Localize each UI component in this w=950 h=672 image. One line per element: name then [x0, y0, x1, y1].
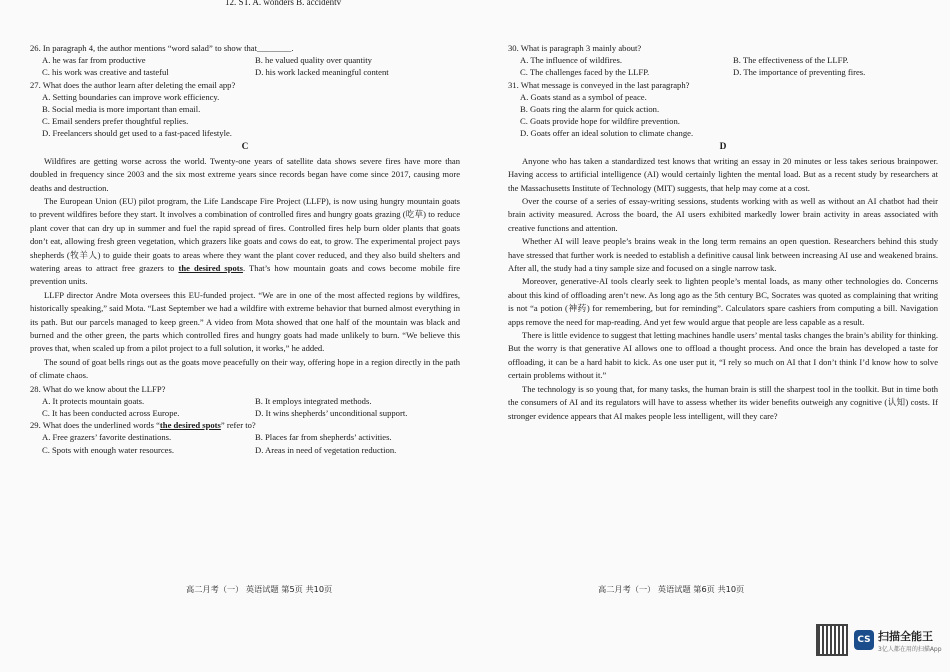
option: A. It protects mountain goats.	[42, 395, 145, 406]
passage-c-paragraph-3: LLFP director Andre Mota oversees this EU-funded project. “We are in one of the most affected regions by wildfires, historically speaking,” said Mota. “Last September we had a wildfire with extreme behavior that burned almost everything in its path. But our parcels managed to keep green.” A video from Mota showed that one half of the mountain was black and burned and the other green, the parts which controlled fires and hungry goats had made unlikely to burn. “We believe this proves that, when scaled up from a pilot project to a full solution, it works,” he added.	[30, 289, 460, 354]
passage-c-paragraph-1: Wildfires are getting worse across the world. Twenty-one years of satellite data shows severe fires have more than doubled in frequency since 2003 and the six most extreme years since records began have come since 2017, causing more deaths and destruction.	[30, 155, 460, 193]
text: The European Union (EU) pilot program, the Life Landscape Fire Project (LLFP), is now using hungry mountain goats to prevent wildfires before they start. It involves a combination of controlled fires and hungry goats grazing (吃草) to reduce plant cover that can dry up in summer and fuel the rapid spread of fires. Controlled fires help burn older plants that goats don’t eat, allowing fresh green vegetation, which grazers like goats and cows do eat, to grow. The experimental project pays shepherds (牧羊人) to guide their goats to areas where they want the plant cover reduced, and they also build shelters and watering areas to attract free grazers to	[30, 196, 460, 274]
option: D. his work lacked meaningful content	[255, 67, 389, 78]
passage-d-paragraph-2: Over the course of a series of essay-writing sessions, students working with as well as without an AI chatbot had their brain activity measured. Across the board, the AI users exhibited markedly lower brain activity in areas associated with creative functions and attention.	[508, 196, 938, 233]
option: D. It wins shepherds’ unconditional support.	[255, 407, 408, 418]
passage-d-paragraph-1: Anyone who has taken a standardized test knows that writing an essay in 20 minutes or less takes serious brainpower. Having access to artificial intelligence (AI) would certainly lighten the mental load. But as a recent study by researchers at the Massachusetts Institute of Technology (MIT) suggests, that help may come at a cost.	[508, 155, 938, 193]
question-31: 31. What message is conveyed in the last paragraph?	[508, 79, 690, 90]
option: C. Email senders prefer thoughtful replies.	[42, 116, 189, 127]
left-page	[8, 0, 468, 610]
scanner-watermark	[816, 624, 942, 656]
question-28-options	[30, 395, 460, 420]
page-footer: 高二月考（一） 英语试题 第6页 共10页	[598, 584, 745, 594]
page-footer: 高二月考（一） 英语试题 第5页 共10页	[186, 584, 333, 594]
question-26: 26. In paragraph 4, the author mentions “word salad” to show that________.	[30, 43, 294, 53]
passage-d-paragraph-3: Whether AI will leave people’s brains weak in the long term remains an open question. Researchers behind this study have stressed that further work is needed to establish a definitive causal link between increasing AI use and weakened brains. After all, the study had a tiny sample size and focused on a single narrow task.	[508, 236, 938, 274]
underlined-phrase: the desired spots	[159, 420, 221, 431]
question-28: 28. What do we know about the LLFP?	[30, 383, 166, 394]
passage-d-paragraph-6: The technology is so young that, for many tasks, the human brain is still the sharpest tool in the toolkit. But in time both the consumers of AI and its regulators will have to assess whether its wider benefits outweigh any cognitive (认知) costs. If stronger evidence appears that AI makes people less intelligent, will they care?	[508, 383, 938, 421]
right-page	[486, 0, 946, 610]
passage-c-paragraph-2	[30, 195, 460, 289]
app-logo-icon: CS	[854, 630, 874, 650]
option: A. Goats stand as a symbol of peace.	[520, 91, 647, 102]
question-30: 30. What is paragraph 3 mainly about?	[508, 43, 642, 53]
underlined-phrase: the desired spots	[178, 263, 243, 274]
option: D. The importance of preventing fires.	[733, 67, 866, 78]
brand-name: 扫描全能王	[878, 629, 933, 643]
option: B. Places far from shepherds’ activities.	[255, 432, 392, 443]
brand-tagline: 3亿人都在用的扫描App	[878, 645, 942, 653]
text: ” refer to?	[220, 420, 256, 431]
question-27: 27. What does the author learn after deleting the email app?	[30, 79, 236, 90]
question-31-options	[508, 91, 938, 140]
question-29	[30, 419, 460, 431]
question-27-options	[30, 91, 460, 140]
option: B. The effectiveness of the LLFP.	[733, 55, 849, 65]
option: C. his work was creative and tasteful	[42, 67, 169, 78]
passage-c-paragraph-4: The sound of goat bells rings out as the goats move peacefully on their way, offering hope in a region directly in the path of climate chaos.	[30, 356, 460, 381]
option: C. It has been conducted across Europe.	[42, 407, 180, 418]
passage-d-paragraph-5: There is little evidence to suggest that letting machines handle users’ mental tasks changes the brain’s ability for thinking. But the worry is that generative AI allows one to offload a thought process. And once the brain has developed a taste for offloading, it can be a hard habit to kick. As one user put it, “I rely so much on AI that I don’t think I’d know how to solve certain problems without it.”	[508, 330, 938, 381]
passage-d-paragraph-4: Moreover, generative-AI tools clearly seek to lighten people’s mental loads, as many other technologies do. Concerns about this kind of offloading aren’t new. As long ago as the 5th century BC, Socrates was quoted as complaining that writing is not “a potion (神药) for remembering, but for reminding”. Calculators spare cashiers from computing a bill. Navigation apps remove the need for map-reading. And yet few would argue that people are less capable as a result.	[508, 276, 938, 327]
qr-code-icon	[816, 624, 848, 656]
question-29-options	[30, 431, 460, 456]
option: A. The influence of wildfires.	[520, 55, 622, 65]
section-heading-c: C	[241, 141, 249, 152]
option: D. Goats offer an ideal solution to climate change.	[520, 128, 694, 139]
option: A. Setting boundaries can improve work efficiency.	[42, 91, 220, 102]
option: B. It employs integrated methods.	[255, 395, 372, 406]
option: B. Goats ring the alarm for quick action.	[520, 103, 660, 114]
option: D. Areas in need of vegetation reduction.	[255, 444, 397, 455]
question-30-options	[508, 54, 938, 79]
section-heading-d: D	[719, 141, 727, 152]
cut-off-top-line: 12. ST. A. wonders B. accidentv	[225, 0, 342, 7]
option: A. he was far from productive	[42, 55, 146, 65]
option: B. Social media is more important than email.	[42, 103, 201, 114]
option: C. The challenges faced by the LLFP.	[520, 67, 650, 78]
brand	[878, 628, 942, 653]
option: D. Freelancers should get used to a fast-paced lifestyle.	[42, 128, 232, 139]
text: 29. What does the underlined words “	[30, 420, 160, 431]
option: A. Free grazers’ favorite destinations.	[42, 432, 172, 443]
option: B. he valued quality over quantity	[255, 55, 372, 65]
option: C. Spots with enough water resources.	[42, 444, 174, 455]
text: . That’s how mountain goats and cows become mobile fire prevention units.	[30, 263, 460, 287]
option: C. Goats provide hope for wildfire prevention.	[520, 116, 680, 127]
question-26-options	[30, 54, 460, 79]
